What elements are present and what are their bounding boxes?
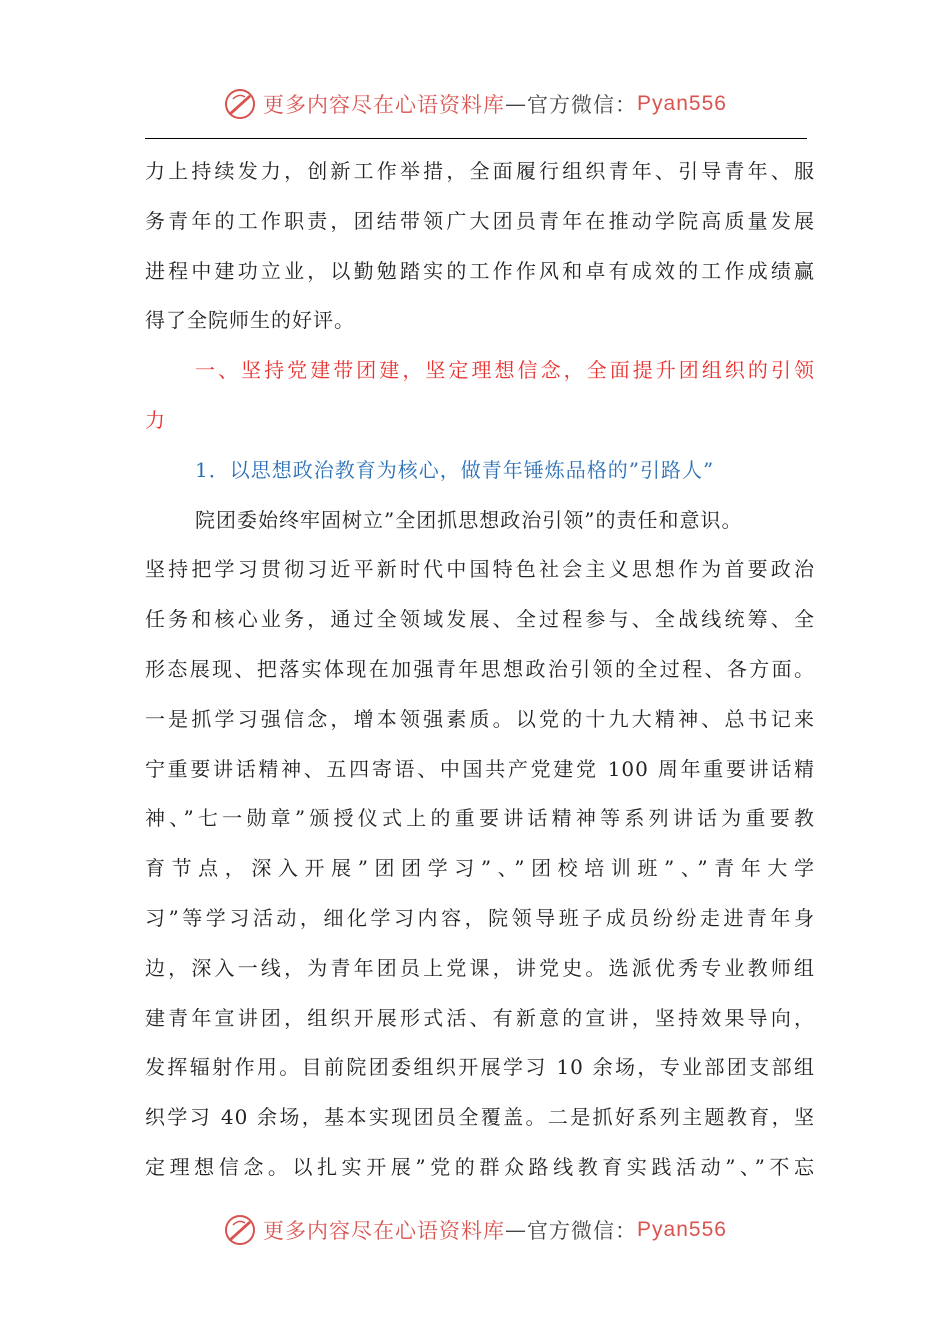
section-heading: 一、坚持党建带团建，坚定理想信念，全面提升团组织的引领: [195, 358, 815, 383]
subsection-heading: 1．以思想政治教育为核心，做青年锤炼品格的”引路人”: [195, 457, 715, 482]
pen-logo-icon: [223, 1213, 257, 1247]
body-line: 发挥辐射作用。目前院团委组织开展学习 10 余场，专业部团支部组: [145, 1055, 815, 1080]
body-line: 任务和核心业务，通过全领域发展、全过程参与、全战线统筹、全: [145, 607, 815, 632]
body-line: 坚持把学习贯彻习近平新时代中国特色社会主义思想作为首要政治: [145, 557, 815, 582]
body-line: 建青年宣讲团，组织开展形式活、有新意的宣讲，坚持效果导向，: [145, 1005, 815, 1030]
body-line: 边，深入一线，为青年团员上党课，讲党史。选派优秀专业教师组: [145, 955, 815, 980]
body-line: 神、”七一勋章”颁授仪式上的重要讲话精神等系列讲话为重要教: [145, 806, 815, 831]
banner-red-text: 更多内容尽在心语资料库: [263, 93, 506, 117]
banner-dark-text: 官方微信：: [527, 1219, 638, 1243]
body-line: 宁重要讲话精神、五四寄语、中国共产党建党 100 周年重要讲话精: [145, 756, 815, 781]
body-line: 育节点，深入开展”团团学习”、”团校培训班”、”青年大学: [145, 856, 815, 881]
banner-red-text: 更多内容尽在心语资料库: [263, 1219, 506, 1243]
document-body: [145, 147, 815, 1193]
banner-dash: —: [505, 1218, 528, 1242]
body-line: 一是抓学习强信念，增本领强素质。以党的十九大精神、总书记来: [145, 706, 815, 731]
banner-dark-text: 官方微信：: [527, 93, 638, 117]
section-heading-continued: 力: [145, 407, 166, 432]
pen-logo-icon: [223, 87, 257, 121]
body-line: 力上持续发力，创新工作举措，全面履行组织青年、引导青年、服: [145, 159, 815, 183]
body-line: 进程中建功立业，以勤勉踏实的工作作风和卓有成效的工作成绩赢: [145, 258, 815, 283]
body-line: 务青年的工作职责，团结带领广大团员青年在推动学院高质量发展: [145, 208, 815, 233]
banner-dash: —: [505, 92, 528, 116]
body-line: 院团委始终牢固树立”全团抓思想政治引领”的责任和意识。: [195, 507, 743, 532]
body-line: 定理想信念。以扎实开展”党的群众路线教育实践活动”、”不忘: [145, 1154, 815, 1179]
body-line: 得了全院师生的好评。: [145, 308, 355, 333]
banner-wechat-id: Pyan556: [637, 92, 727, 115]
body-line: 习”等学习活动，细化学习内容，院领导班子成员纷纷走进青年身: [145, 905, 815, 930]
header-banner: [0, 82, 950, 126]
body-line: 织学习 40 余场，基本实现团员全覆盖。二是抓好系列主题教育，坚: [145, 1105, 815, 1130]
body-line: 形态展现、把落实体现在加强青年思想政治引领的全过程、各方面。: [145, 656, 815, 681]
footer-banner: [0, 1208, 950, 1252]
banner-wechat-id: Pyan556: [637, 1218, 727, 1241]
header-rule: [145, 138, 807, 139]
